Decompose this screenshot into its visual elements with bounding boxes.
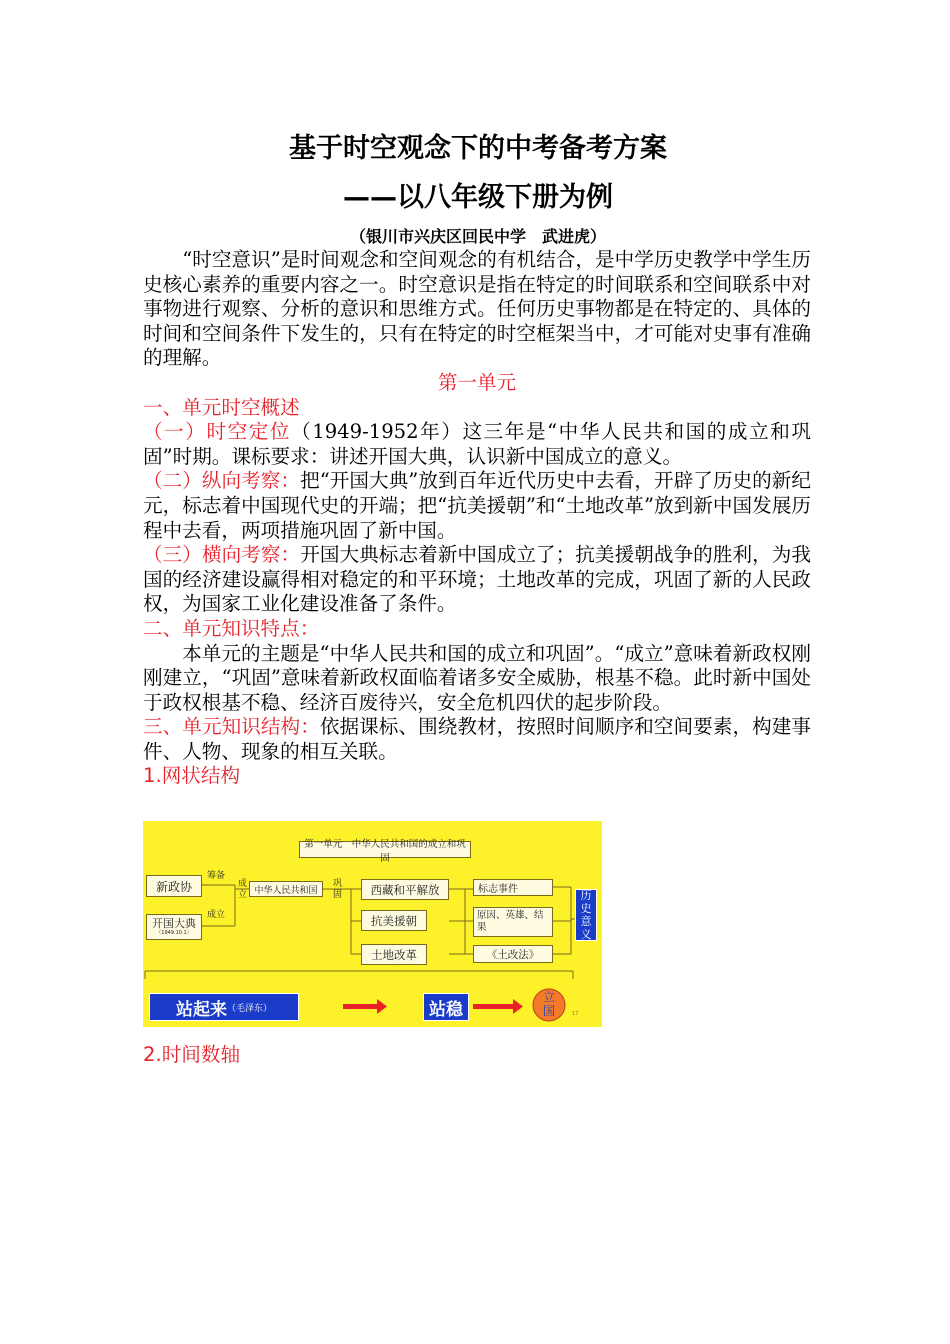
intro-paragraph: “时空意识”是时间观念和空间观念的有机结合，是中学历史教学中学生历史核心素养的重要内容之一。时空意识是指在特定的时间联系和空间联系中对事物进行观察、分析的意识和思维方式。任何历史事物都是在特定的、具体的时间和空间条件下发生的，只有在特定的时空框架当中，才可能对史事有准确的理解。	[143, 248, 811, 370]
label-chengli-vertical: 成立	[238, 879, 248, 900]
section3-text: 依据课标、围绕教材，按照时间顺序和空间要素，构建事件、人物、现象的相互关联。	[143, 715, 812, 763]
node-tugaifa: 《土改法》	[473, 945, 553, 963]
section1-heading: 一、单元时空概述	[143, 395, 300, 419]
node-yuanyin: 原因、英雄、结果	[473, 907, 553, 937]
section1-text3: 开国大典标志着新中国成立了；抗美援朝战争的胜利，为我国的经济建设赢得相对稳定的和平环境；土地改革的完成，巩固了新的人民政权，为国家工业化建设准备了条件。	[143, 543, 812, 616]
bar-zhanqilai-label: 站起来	[175, 999, 227, 1020]
section1-text1: （1949-1952年）这三年是“中华人民共和国的成立和巩固”时期。课标要求：讲述开国大典，认识新中国成立的意义。	[143, 420, 811, 468]
label-liguo: 立国	[542, 990, 555, 1018]
bar-zhanwen: 站稳	[423, 993, 469, 1021]
label-choubei: 筹备	[207, 871, 226, 881]
author-line: （银川市兴庆区回民中学 武进虎）	[349, 227, 606, 246]
page-title: 基于时空观念下的中考备考方案	[289, 133, 667, 164]
section1-label1: （一）时空定位	[143, 420, 292, 444]
subheading-network: 1.网状结构	[143, 764, 241, 788]
section2-paragraph: 本单元的主题是“中华人民共和国的成立和巩固”。“成立”意味着新政权刚刚建立，“巩固”意味着新政权面临着诸多安全威胁，根基不稳。此时新中国处于政权根基不稳、经济百废待兴，安全危机四伏的起步阶段。	[143, 641, 811, 714]
node-kaiguo	[146, 914, 202, 940]
bar-zhanqilai-note: （毛泽东）	[226, 1003, 272, 1014]
page-subtitle: ——以八年级下册为例	[343, 182, 613, 213]
section1-paragraph1	[143, 420, 811, 469]
slide-number: 17	[572, 1011, 579, 1017]
node-biaozhi: 标志事件	[473, 879, 553, 896]
node-tudi: 土地改革	[361, 944, 427, 965]
label-chengli: 成立	[207, 910, 226, 920]
node-kangmei: 抗美援朝	[361, 910, 427, 931]
diagram-header: 第一单元 中华人民共和国的成立和巩固	[299, 841, 471, 858]
section1-label2: （二）纵向考察：	[143, 469, 301, 493]
node-xinzhengxie: 新政协	[146, 875, 202, 897]
unit-heading: 第一单元	[437, 370, 517, 394]
section1-label3: （三）横向考察：	[143, 543, 301, 567]
arrow-right-icon	[343, 999, 387, 1014]
node-kaiguo-label: 开国大典	[152, 917, 196, 930]
label-gonggu: 巩固	[333, 879, 343, 900]
node-xizang: 西藏和平解放	[361, 879, 449, 900]
node-prc: 中华人民共和国	[249, 881, 323, 897]
section1-paragraph2	[143, 469, 811, 543]
section2-heading: 二、单元知识特点：	[143, 616, 320, 640]
section3-paragraph	[143, 715, 811, 764]
arrow-right-icon	[473, 999, 523, 1014]
section3-label: 三、单元知识结构：	[143, 715, 320, 739]
document-body	[143, 248, 811, 789]
network-structure-diagram	[143, 821, 602, 1027]
bar-zhanqilai	[149, 993, 299, 1021]
node-lishi-yiyi: 历史意义	[575, 889, 597, 941]
section1-paragraph3	[143, 543, 811, 617]
subheading-timeline: 2.时间数轴	[143, 1043, 241, 1066]
node-kaiguo-date: （1949.10.1）	[156, 930, 192, 936]
section1-text2: 把“开国大典”放到百年近代历史中去看，开辟了历史的新纪元，标志着中国现代史的开端；把“抗美援朝”和“土地改革”放到新中国发展历程中去看，两项措施巩固了新中国。	[143, 469, 811, 542]
